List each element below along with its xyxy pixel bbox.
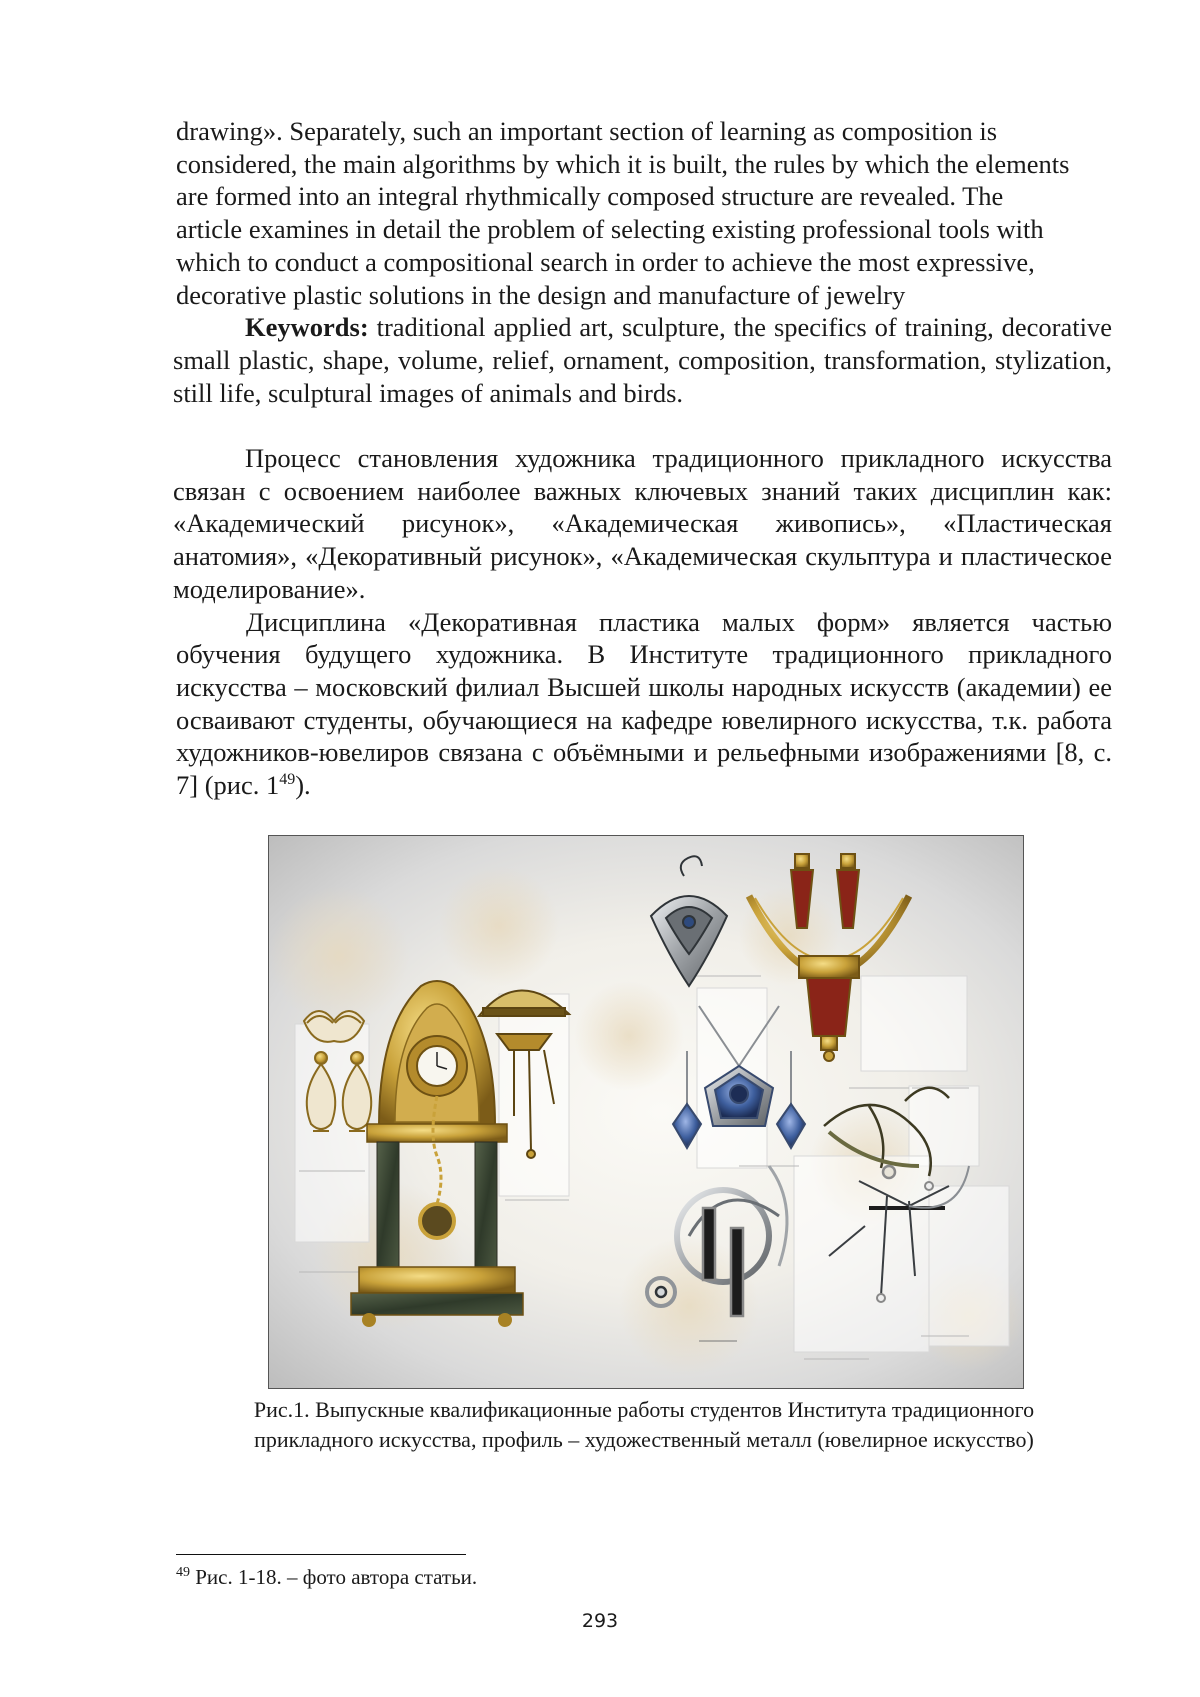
abstract-line: decorative plastic solutions in the design and manufacture of jewelry — [176, 279, 906, 310]
jewelry-photo-collage — [269, 836, 1023, 1388]
abstract-line: article examines in detail the problem of selecting existing professional tools with — [176, 214, 1044, 245]
caption-line-1: Рис.1. Выпускные квалификационные работы студентов Института традиционного — [253, 1397, 1035, 1422]
abstract-line: are formed into an integral rhythmically composed structure are revealed. The — [176, 181, 1004, 212]
abstract-line: which to conduct a compositional search in order to achieve the most expressive, — [176, 246, 1035, 277]
footnote-number: 49 — [176, 1565, 190, 1580]
caption-line-2: прикладного искусства, профиль – художественный металл (ювелирное искусство) — [254, 1427, 1034, 1452]
mantel-clock — [351, 981, 523, 1327]
silver-crescent-pendant — [651, 856, 727, 986]
page-number: 293 — [581, 1610, 619, 1632]
paragraph-2-end: ). — [295, 770, 311, 801]
paragraph-2-text: Дисциплина «Декоративная пластика малых форм» является частью обучения будущего художника. В Институте традиционного прикладного искусства – московский филиал Высшей школы народных искусств (академии) ее осваивают студенты, обучающиеся на кафедре ювелирного искусства, т.к. работа художников-ювелиров связана с объёмными и рельефными изображениями [8, с. 7] (рис. 1 — [176, 606, 1112, 801]
keywords-text: traditional applied art, sculpture, the specifics of training, decorative small plastic, shape, volume, relief, ornament, composition, transformation, stylization, still life, sculptural images of animals and birds. — [173, 312, 1112, 408]
body-paragraph-1: Процесс становления художника традиционного прикладного искусства связан с освоением наиболее важных ключевых знаний таких дисциплин как: «Академический рисунок», «Академическая живопись», «Пластическая анатомия», «Декоративный рисунок», «Академическая скульптура и пластическое моделирование». — [173, 443, 1112, 604]
jewelry-figure — [268, 835, 1024, 1389]
abstract-line: drawing». Separately, such an important section of learning as composition is — [176, 116, 998, 146]
footnote-text: Рис. 1-18. – фото автора статьи. — [190, 1565, 478, 1589]
body-text — [173, 442, 1112, 802]
body-paragraph-2 — [176, 606, 1112, 802]
abstract-block — [173, 115, 1112, 409]
abstract-line: considered, the main algorithms by which it is built, the rules by which the elements — [176, 148, 1070, 179]
keywords-label: Keywords: — [245, 312, 369, 343]
footnote-reference[interactable]: 49 — [279, 771, 296, 789]
footnote-separator — [176, 1554, 466, 1555]
footnote — [176, 1563, 477, 1591]
figure-caption — [176, 1395, 1112, 1455]
keywords-paragraph — [173, 311, 1112, 409]
